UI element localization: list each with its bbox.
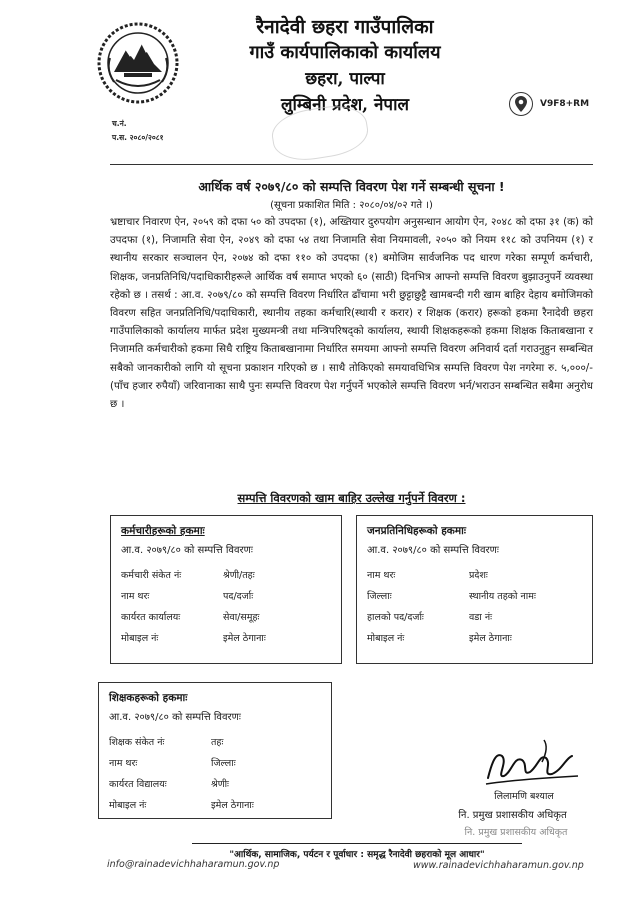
field-label: शिक्षक संकेत नंः	[109, 737, 165, 748]
field-label: श्रेणी/तहः	[223, 570, 255, 581]
patra-sankhya: प.स. २०८०/२०८१	[112, 133, 164, 142]
field-label: इमेल ठेगानाः	[211, 800, 254, 811]
teacher-details-box	[98, 682, 332, 819]
office-address: छहरा, पाल्पा	[305, 69, 385, 89]
field-label: नाम थरः	[367, 570, 396, 581]
field-label: इमेल ठेगानाः	[469, 633, 512, 644]
footer-website: www.rainadevichhaharamun.gov.np	[413, 860, 584, 871]
box-period: आ.व. २०७९/८० को सम्पत्ति विवरणः	[109, 712, 241, 723]
field-label: श्रेणीः	[211, 779, 229, 790]
field-label: जिल्लाः	[367, 591, 392, 602]
signatory-name: लिलामणि बश्याल	[494, 791, 554, 802]
field-label: स्थानीय तहको नामः	[469, 591, 536, 602]
box-row	[121, 564, 331, 585]
box-row	[367, 606, 582, 627]
box-row	[367, 564, 582, 585]
footer-email: info@rainadevichhaharamun.gov.np	[107, 859, 280, 870]
field-label: नाम थरः	[109, 758, 138, 769]
box-period: आ.व. २०७९/८० को सम्पत्ति विवरणः	[121, 545, 253, 556]
box-row	[367, 627, 582, 648]
office-name: गाउँ कार्यपालिकाको कार्यालय	[249, 42, 441, 63]
box-row	[121, 627, 331, 648]
field-label: जिल्लाः	[211, 758, 236, 769]
box-row	[367, 585, 582, 606]
field-label: पद/दर्जाः	[223, 591, 254, 602]
plus-code: V9F8+RM	[540, 99, 590, 109]
field-label: वडा नंः	[469, 612, 493, 623]
chalani-number: च.नं.	[112, 119, 127, 128]
box-row	[121, 585, 331, 606]
field-label: कार्यरत विद्यालयः	[109, 779, 167, 790]
box-title: शिक्षकहरूको हकमाः	[109, 692, 188, 704]
notice-publish-date: (सूचना प्रकाशित मिति : २०८०/०४/०२ गते ।)	[270, 200, 433, 211]
representative-details-box	[356, 515, 593, 664]
field-label: प्रदेशः	[469, 570, 488, 581]
envelope-details-title: सम्पत्ति विवरणको खाम बाहिर उल्लेख गर्नुपर्ने विवरण :	[237, 491, 466, 505]
field-label: सेवा/समूहः	[223, 612, 260, 623]
staff-details-box	[110, 515, 342, 664]
field-label: मोबाइल नंः	[109, 800, 147, 811]
footer-motto: "आर्थिक, सामाजिक, पर्यटन र पूर्वाधार : समृद्ध रैनादेवी छहराको मूल आधार"	[192, 843, 522, 860]
field-label: तहः	[211, 737, 224, 748]
field-label: हालको पद/दर्जाः	[367, 612, 424, 623]
municipality-name: रैनादेवी छहरा गाउँपालिका	[256, 16, 434, 38]
reference-block	[112, 117, 164, 145]
location-code	[509, 92, 589, 116]
box-row	[109, 752, 321, 773]
field-label: कार्यरत कार्यालयः	[121, 612, 181, 623]
location-pin-icon	[509, 92, 533, 116]
box-row	[121, 606, 331, 627]
notice-body: भ्रष्टाचार निवारण ऐन, २०५९ को दफा ५० को उपदफा (१), अख्तियार दुरुपयोग अनुसन्धान आयोग ऐन, २०४८ को दफा ३१ (क) को उपदफा (१), निजामति सेवा ऐन, २०४९ को दफा ५४ तथा निजामति सेवा नियमावली, २०५० को नियम ११८ को उपनियम (१) र स्थानीय सरकार सञ्चालन ऐन, २०७४ को दफा ११० को उपदफा (१) बमोजिम सार्वजनिक पद धारण गरेका सम्पूर्ण कर्मचारी, शिक्षक, जनप्रतिनिधि/पदाधिकारीहरूले आर्थिक वर्ष समाप्त भएको ६० (साठी) दिनभित्र आफ्नो सम्पत्ति विवरण बुझाउनुपर्ने व्यवस्था रहेको छ । तसर्थ : आ.व. २०७९/८० को सम्पत्ति विवरण निर्धारित ढाँचामा भरी छुट्टाछुट्टै खामबन्दी गरी खाम बाहिर देहाय बमोजिमको विवरण सहित जनप्रतिनिधि/पदाधिकारी, स्थानीय तहका कर्मचारि(स्थायी र करार) र शिक्षक (करार) हरूको हकमा रैनादेवी छहरा गाउँपालिकाको कार्यालय मार्फत प्रदेश मुख्यमन्त्री तथा मन्त्रिपरिषद्को कार्यालय, स्थायी शिक्षकहरूको हकमा शिक्षक किताबखाना र निजामति कर्मचारीको हकमा सिधै राष्ट्रिय किताबखानामा निर्धारित समयमा आफ्नो सम्पत्ति विवरण अनिवार्य दर्ता गराउनुहुन सम्बन्धित सबैको जानकारीको लागि यो सूचना प्रकाशन गरिएको छ । साथै तोकिएको समयावधिभित्र सम्पत्ति विवरण पेश नगरेमा रु. ५,०००/- (पाँच हजार रुपैयाँ) जरिवानाका साथै पुनः सम्पत्ति विवरण पेश गर्नुपर्ने भएकोले सम्पत्ति विवरण भर्न/भराउन सम्बन्धित सबैमा अनुरोध छ ।	[110, 216, 593, 411]
office-header	[200, 14, 490, 118]
field-label: इमेल ठेगानाः	[223, 633, 266, 644]
header-divider	[110, 164, 593, 165]
signatory-title: नि. प्रमुख प्रशासकीय अधिकृत	[458, 810, 567, 821]
signatory-stamp: नि. प्रमुख प्रशासकीय अधिकृत	[464, 827, 568, 838]
field-label: कर्मचारी संकेत नंः	[121, 570, 182, 581]
handwritten-signature	[482, 732, 582, 794]
box-row	[109, 794, 321, 815]
box-row	[109, 731, 321, 752]
field-label: मोबाइल नंः	[367, 633, 405, 644]
field-label: मोबाइल नंः	[121, 633, 159, 644]
field-label: नाम थरः	[121, 591, 150, 602]
box-title: जनप्रतिनिधिहरूको हकमाः	[367, 525, 466, 537]
box-row	[109, 773, 321, 794]
notice-subject: आर्थिक वर्ष २०७९/८० को सम्पत्ति विवरण पेश गर्ने सम्बन्धी सूचना !	[198, 179, 505, 194]
municipality-logo	[96, 20, 180, 106]
box-title: कर्मचारीहरूको हकमाः	[121, 525, 205, 537]
province-name: लुम्बिनी प्रदेश, नेपाल	[280, 95, 410, 115]
box-period: आ.व. २०७९/८० को सम्पत्ति विवरणः	[367, 545, 499, 556]
